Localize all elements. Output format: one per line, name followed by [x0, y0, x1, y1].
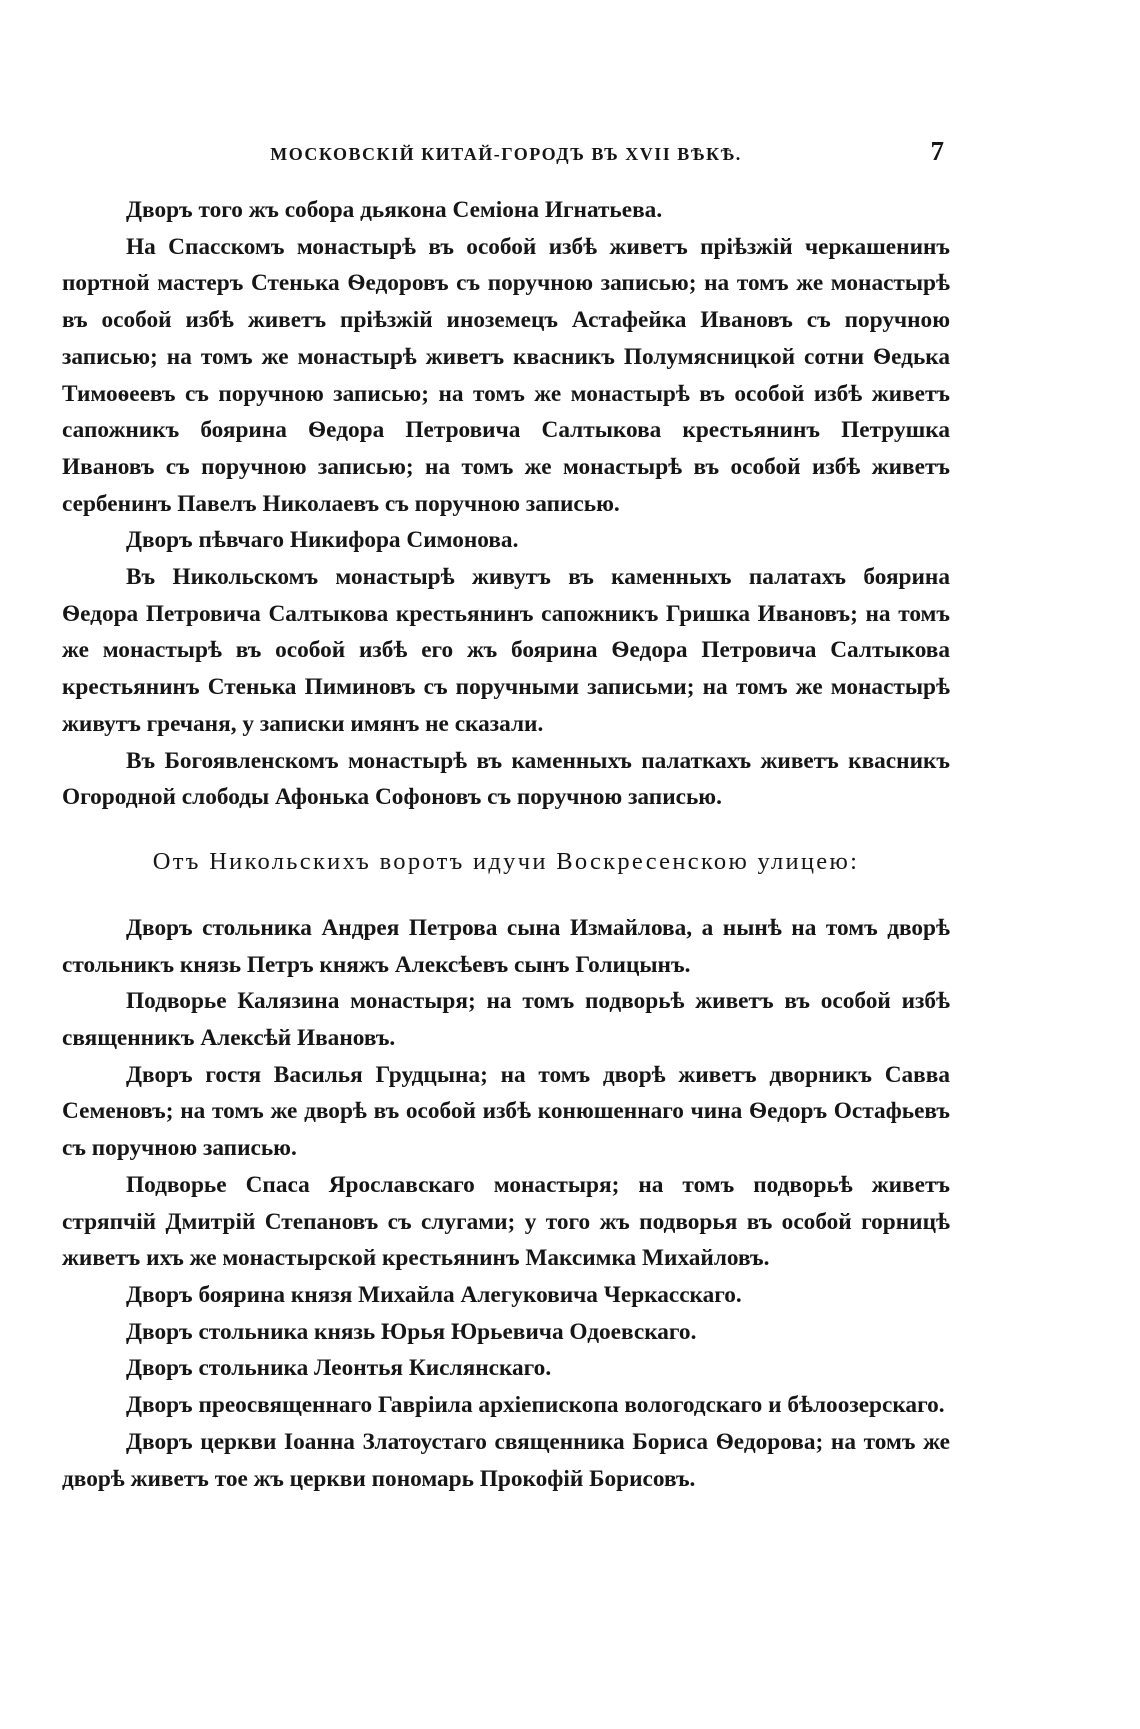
paragraph: Въ Никольскомъ монастырѣ живутъ въ каменныхъ палатахъ боярина Ѳедора Петровича Салтыкова крестьянинъ сапожникъ Гришка Ивановъ; на томъ же монастырѣ въ особой избѣ его жъ боярина Ѳедора Петровича Салтыкова крестьянинъ Стенька Пиминовъ съ поручными записьми; на томъ же монастырѣ живутъ гречаня, у записки имянъ не сказали. — [62, 564, 950, 737]
running-header — [62, 130, 950, 170]
body-text-bottom — [62, 910, 950, 1497]
paragraph: Въ Богоявленскомъ монастырѣ въ каменныхъ палаткахъ живетъ квасникъ Огородной слободы Афонька Софоновъ съ поручною записью. — [62, 747, 950, 811]
paragraph: Подворье Спаса Ярославскаго монастыря; на томъ подворьѣ живетъ стряпчій Дмитрій Степановъ съ слугами; у того жъ подворья въ особой горницѣ живетъ ихъ же монастырской крестьянинъ Максимка Михайловъ. — [62, 1171, 950, 1272]
paragraph: Дворъ боярина князя Михайла Алегуковича Черкасскаго. — [126, 1281, 742, 1308]
paragraph: Дворъ того жъ собора дьякона Семіона Игнатьева. — [126, 197, 663, 223]
running-title: МОСКОВСКІЙ КИТАЙ-ГОРОДЪ ВЪ XVII ВѢКѢ. — [270, 144, 742, 164]
body-text-top — [62, 192, 950, 816]
paragraph: Дворъ стольника Андрея Петрова сына Измайлова, а нынѣ на томъ дворѣ стольникъ князь Петръ княжъ Алексѣевъ сынъ Голицынъ. — [62, 914, 950, 978]
paragraph: Подворье Калязина монастыря; на томъ подворьѣ живетъ въ особой избѣ священникъ Алексѣй Ивановъ. — [62, 988, 950, 1052]
paragraph: Дворъ пѣвчаго Никифора Симонова. — [126, 527, 519, 554]
paragraph: Дворъ преосвященнаго Гавріила архіепископа вологодскаго и бѣлоозерскаго. — [126, 1392, 945, 1419]
page-number: 7 — [930, 136, 944, 166]
paragraph: На Спасскомъ монастырѣ въ особой избѣ живетъ пріѣзжій черкашенинъ портной мастеръ Стенька Ѳедоровъ съ поручною записью; на томъ же монастырѣ въ особой избѣ живетъ пріѣзжій иноземецъ Астафейка Ивановъ съ поручною записью; на томъ же монастырѣ живетъ квасникъ Полумясницкой сотни Ѳедька Тимоѳеевъ съ поручною записью; на томъ же монастырѣ въ особой избѣ живетъ сапожникъ боярина Ѳедора Петровича Салтыкова крестьянинъ Петрушка Ивановъ съ поручною записью; на томъ же монастырѣ въ особой избѣ живетъ сербенинъ Павелъ Николаевъ съ поручною записью. — [62, 233, 950, 517]
paragraph: Дворъ стольника князь Юрья Юрьевича Одоевскаго. — [126, 1318, 697, 1345]
paragraph: Дворъ гостя Василья Грудцына; на томъ дворѣ живетъ дворникъ Савва Семеновъ; на томъ же дворѣ въ особой избѣ конюшеннаго чина Ѳедоръ Остафьевъ съ поручною записью. — [62, 1061, 950, 1162]
paragraph: Дворъ церкви Іоанна Златоустаго священника Бориса Ѳедорова; на томъ же дворѣ живетъ тое жъ церкви пономарь Прокофій Борисовъ. — [62, 1428, 950, 1492]
section-heading: Отъ Никольскихъ воротъ идучи Воскресенскою улицею: — [152, 847, 860, 875]
book-page — [62, 130, 950, 1710]
paragraph: Дворъ стольника Леонтья Кислянскаго. — [126, 1355, 552, 1382]
